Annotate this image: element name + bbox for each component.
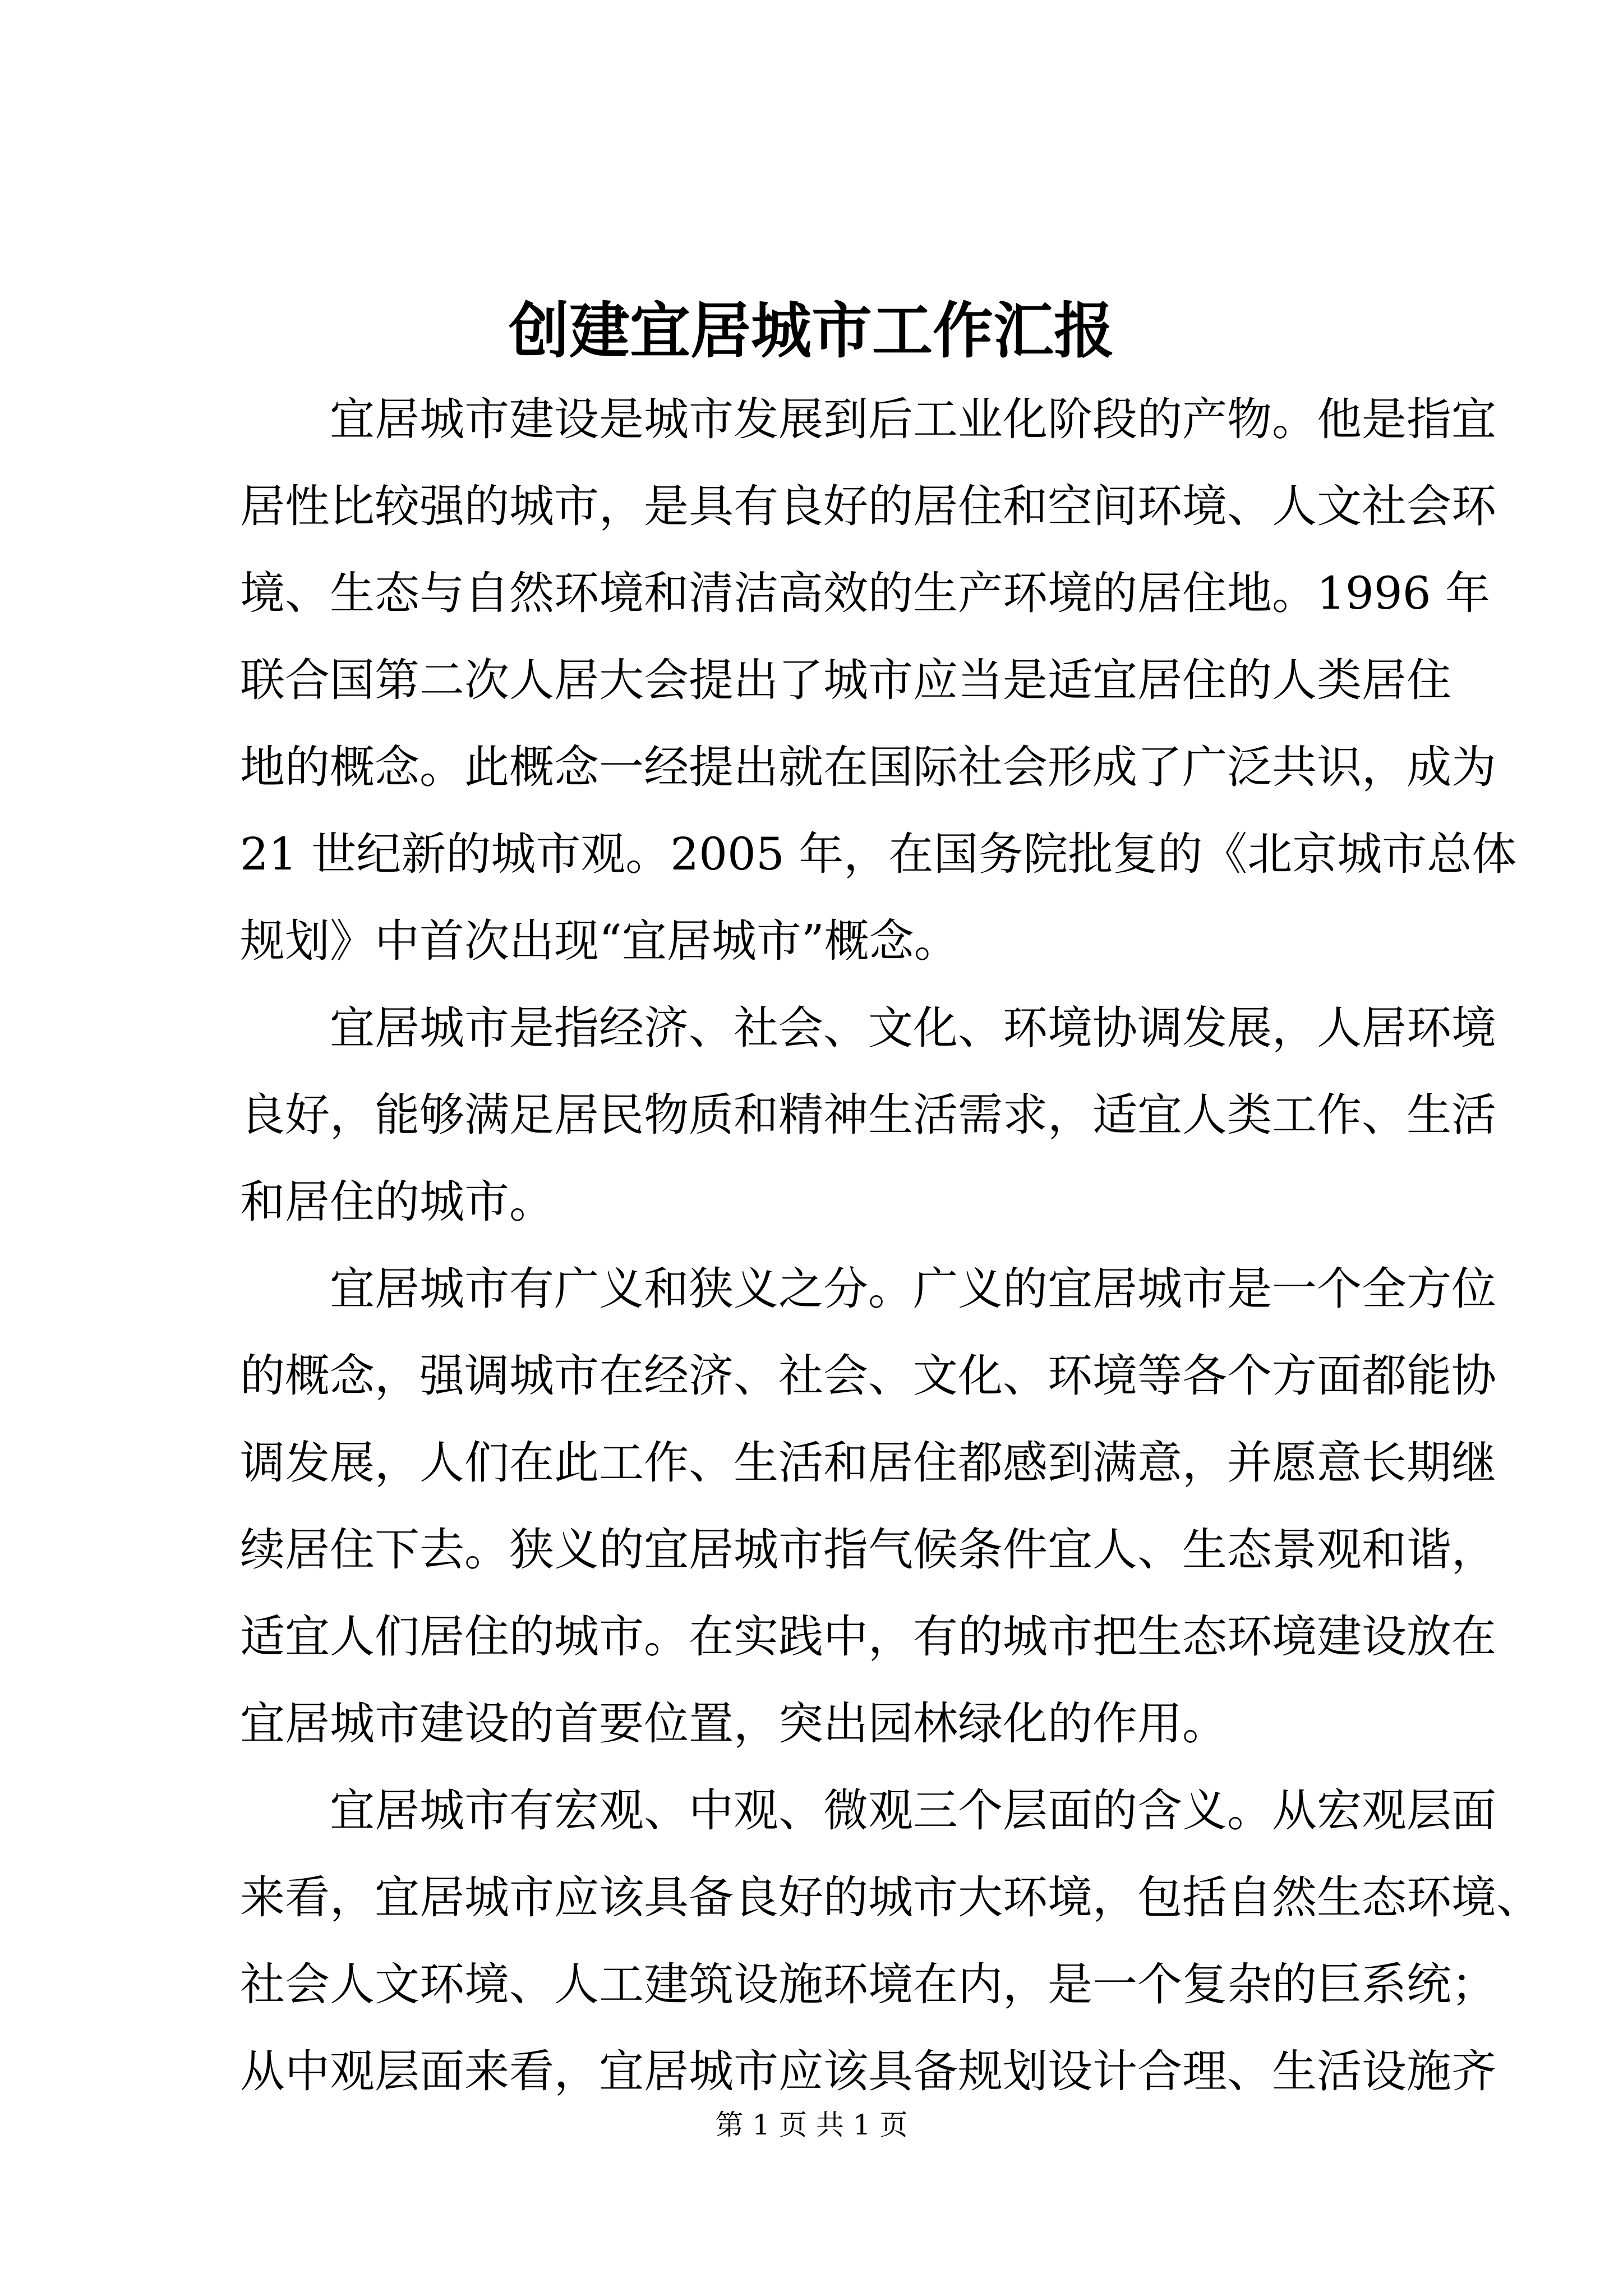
text-line: 续居住下去。狭义的宜居城市指气候条件宜人、生态景观和谐， [240, 1524, 1496, 1576]
text-line: 宜居城市有广义和狭义之分。广义的宜居城市是一个全方位 [330, 1263, 1496, 1315]
text-line: 居性比较强的城市，是具有良好的居住和空间环境、人文社会环 [240, 480, 1496, 532]
text-line: 规划》中首次出现“宜居城市”概念。 [240, 915, 959, 967]
paragraph-2 [240, 984, 1496, 1245]
text-line: 良好，能够满足居民物质和精神生活需求，适宜人类工作、生活 [240, 1089, 1496, 1141]
text-line: 宜居城市有宏观、中观、微观三个层面的含义。从宏观层面 [330, 1784, 1496, 1837]
document-body [240, 376, 1541, 2115]
text-line: 调发展，人们在此工作、生活和居住都感到满意，并愿意长期继 [240, 1437, 1496, 1489]
text-line: 来看，宜居城市应该具备良好的城市大环境，包括自然生态环境、 [240, 1871, 1541, 1924]
text-line: 联合国第二次人居大会提出了城市应当是适宜居住的人类居住 [240, 654, 1451, 706]
page-footer: 第 1 页 共 1 页 [715, 2109, 908, 2141]
paragraph-1 [240, 376, 1517, 984]
paragraph-4 [240, 1767, 1541, 2115]
text-line: 和居住的城市。 [240, 1176, 554, 1228]
text-line: 社会人文环境、人工建筑设施环境在内，是一个复杂的巨系统； [240, 1958, 1496, 2010]
text-line: 的概念，强调城市在经济、社会、文化、环境等各个方面都能协 [240, 1350, 1496, 1402]
text-line: 21 世纪新的城市观。2005 年，在国务院批复的《北京城市总体 [240, 828, 1517, 880]
text-line: 地的概念。此概念一经提出就在国际社会形成了广泛共识，成为 [240, 741, 1496, 793]
text-line: 宜居城市建设的首要位置，突出园林绿化的作用。 [240, 1697, 1227, 1750]
text-line: 宜居城市是指经济、社会、文化、环境协调发展，人居环境 [330, 1002, 1496, 1054]
text-line: 适宜人们居住的城市。在实践中，有的城市把生态环境建设放在 [240, 1611, 1496, 1663]
page-title: 创建宜居城市工作汇报 [508, 296, 1114, 366]
text-line: 境、生态与自然环境和清洁高效的生产环境的居住地。1996 年 [240, 567, 1491, 619]
text-line: 从中观层面来看，宜居城市应该具备规划设计合理、生活设施齐 [240, 2045, 1496, 2097]
paragraph-3 [240, 1245, 1496, 1767]
text-line: 宜居城市建设是城市发展到后工业化阶段的产物。他是指宜 [330, 393, 1496, 445]
